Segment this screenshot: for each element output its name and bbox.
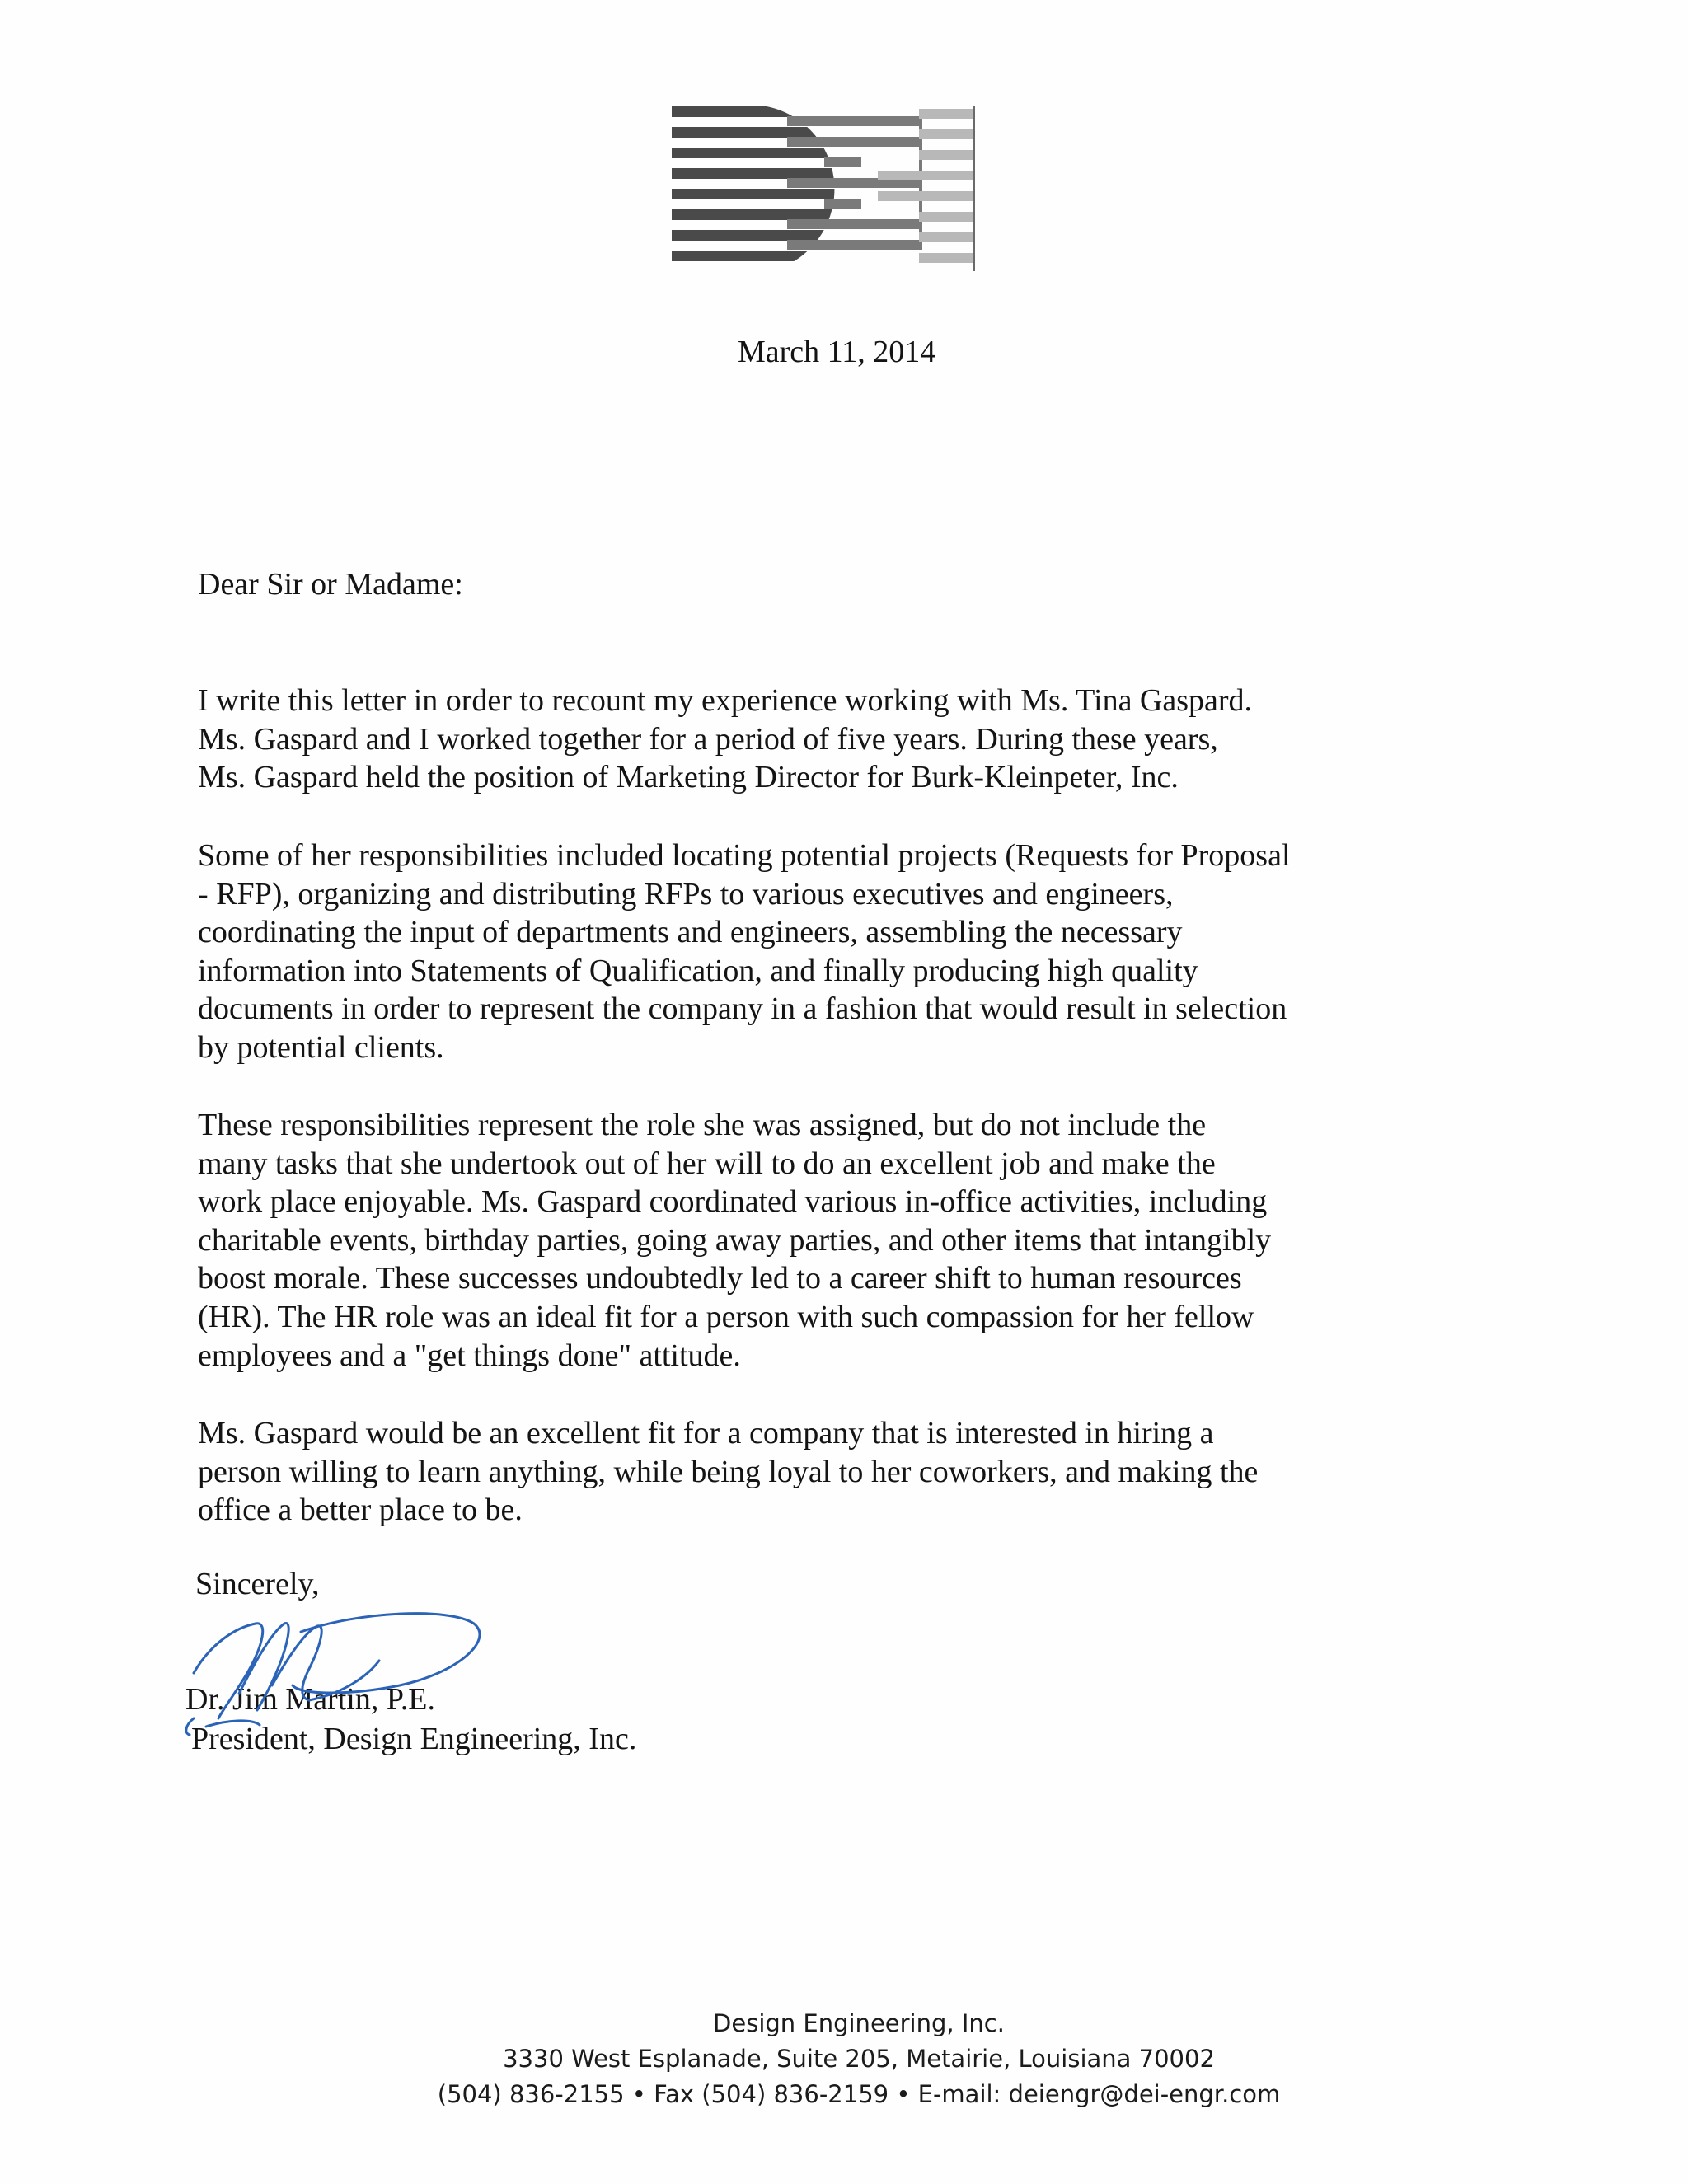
- paragraph-line: - RFP), organizing and distributing RFPs to various executives and engineers,: [198, 876, 1174, 912]
- signer-title: President, Design Engineering, Inc.: [191, 1722, 637, 1756]
- handwritten-signature-icon: [177, 1595, 490, 1743]
- paragraph-line: boost morale. These successes undoubtedly led to a career shift to human resources: [198, 1261, 1242, 1296]
- paragraph-line: employees and a "get things done" attitude.: [198, 1338, 741, 1373]
- footer-contact: (504) 836-2155 • Fax (504) 836-2159 • E-mail: deiengr@dei-engr.com: [437, 2080, 1281, 2108]
- paragraph-4: [198, 1414, 1451, 1530]
- paragraph-line: coordinating the input of departments and engineers, assembling the necessary: [198, 915, 1183, 950]
- footer-address: 3330 West Esplanade, Suite 205, Metairie, Louisiana 70002: [503, 2045, 1215, 2073]
- paragraph-line: many tasks that she undertook out of her will to do an excellent job and make the: [198, 1146, 1216, 1181]
- dei-logo-icon: [672, 105, 977, 274]
- paragraph-line: (HR). The HR role was an ideal fit for a person with such compassion for her fellow: [198, 1299, 1254, 1334]
- paragraph-line: I write this letter in order to recount my experience working with Ms. Tina Gaspard.: [198, 683, 1253, 718]
- paragraph-line: These responsibilities represent the role she was assigned, but do not include the: [198, 1108, 1207, 1142]
- paragraph-line: by potential clients.: [198, 1029, 444, 1065]
- closing: Sincerely,: [195, 1567, 320, 1601]
- signer-name: Dr. Jim Martin, P.E.: [185, 1682, 435, 1717]
- footer-company: Design Engineering, Inc.: [713, 2009, 1005, 2037]
- letter-date: March 11, 2014: [738, 335, 936, 369]
- salutation: Dear Sir or Madame:: [198, 567, 463, 602]
- paragraph-line: Some of her responsibilities included locating potential projects (Requests for Proposal: [198, 838, 1291, 873]
- paragraph-1: [198, 682, 1451, 797]
- paragraph-line: charitable events, birthday parties, going away parties, and other items that intangibly: [198, 1222, 1272, 1258]
- paragraph-line: Ms. Gaspard held the position of Marketing Director for Burk-Kleinpeter, Inc.: [198, 760, 1179, 795]
- paragraph-3: [198, 1106, 1451, 1375]
- paragraph-line: person willing to learn anything, while being loyal to her coworkers, and making the: [198, 1454, 1259, 1489]
- paragraph-line: work place enjoyable. Ms. Gaspard coordinated various in-office activities, including: [198, 1184, 1268, 1220]
- paragraph-line: Ms. Gaspard and I worked together for a period of five years. During these years,: [198, 721, 1218, 757]
- paragraph-line: office a better place to be.: [198, 1493, 523, 1528]
- paragraph-line: documents in order to represent the company in a fashion that would result in selection: [198, 991, 1287, 1027]
- paragraph-2: [198, 837, 1451, 1067]
- paragraph-line: Ms. Gaspard would be an excellent fit for a company that is interested in hiring a: [198, 1416, 1214, 1451]
- paragraph-line: information into Statements of Qualification, and finally producing high quality: [198, 953, 1198, 988]
